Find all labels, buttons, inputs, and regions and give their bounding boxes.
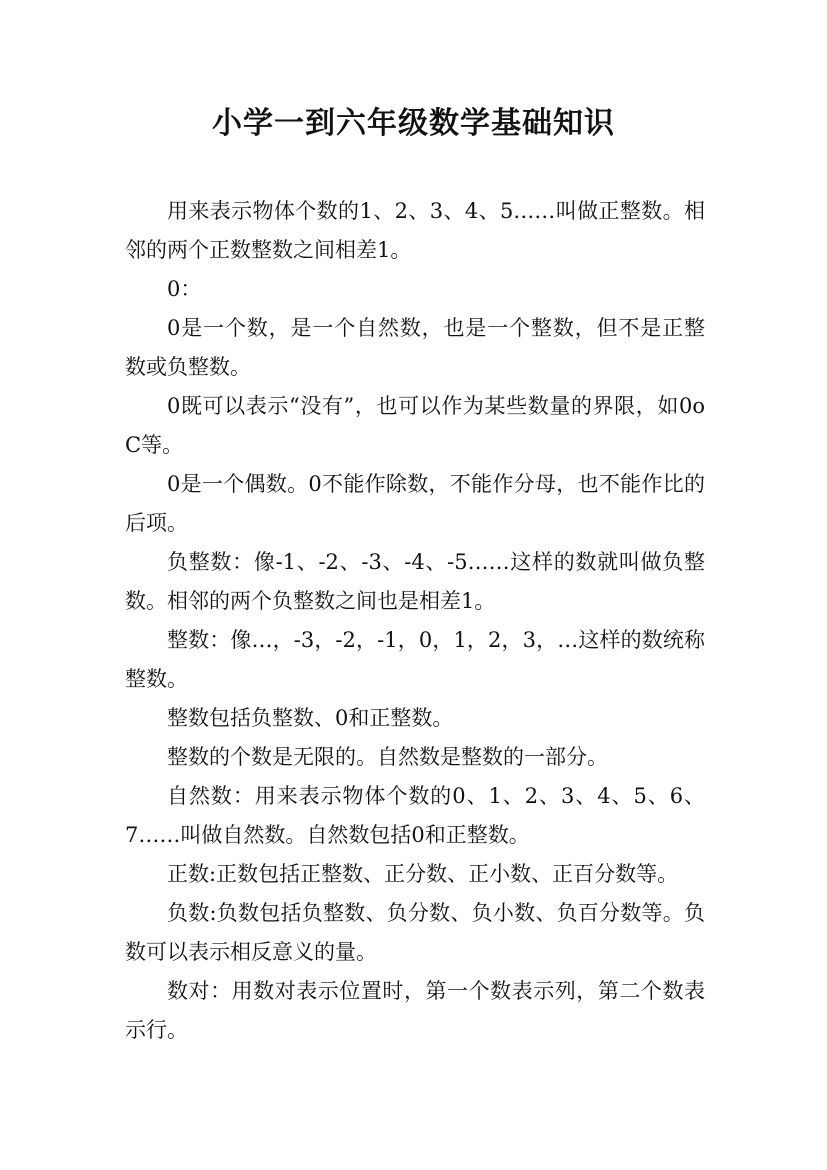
paragraph: 正数:正数包括正整数、正分数、正小数、正百分数等。 xyxy=(167,862,679,886)
paragraph: 0是一个数，是一个自然数，也是一个整数，但不是正整数或负整数。 xyxy=(125,316,705,379)
paragraph: 自然数：用来表示物体个数的0、1、2、3、4、5、6、7……叫做自然数。自然数包括0和正整数。 xyxy=(125,784,705,847)
document-body xyxy=(125,192,705,1050)
document-title: 小学一到六年级数学基础知识 xyxy=(212,106,615,141)
paragraph: 整数：像…，-3，-2，-1，0，1，2，3，…这样的数统称整数。 xyxy=(125,628,705,691)
paragraph: 0： xyxy=(167,277,202,301)
paragraph: 用来表示物体个数的1、2、3、4、5……叫做正整数。相邻的两个正数整数之间相差1。 xyxy=(125,199,705,262)
paragraph: 负数:负数包括负整数、负分数、负小数、负百分数等。负数可以表示相反意义的量。 xyxy=(125,901,705,964)
paragraph: 0是一个偶数。0不能作除数，不能作分母，也不能作比的后项。 xyxy=(125,472,705,535)
paragraph: 整数包括负整数、0和正整数。 xyxy=(167,706,454,730)
paragraph: 0既可以表示“没有”，也可以作为某些数量的界限，如0oC等。 xyxy=(125,394,705,457)
paragraph: 负整数：像-1、-2、-3、-4、-5……这样的数就叫做负整数。相邻的两个负整数之间也是相差1。 xyxy=(125,550,705,613)
paragraph: 整数的个数是无限的。自然数是整数的一部分。 xyxy=(167,745,608,769)
paragraph: 数对：用数对表示位置时，第一个数表示列，第二个数表示行。 xyxy=(125,979,705,1042)
